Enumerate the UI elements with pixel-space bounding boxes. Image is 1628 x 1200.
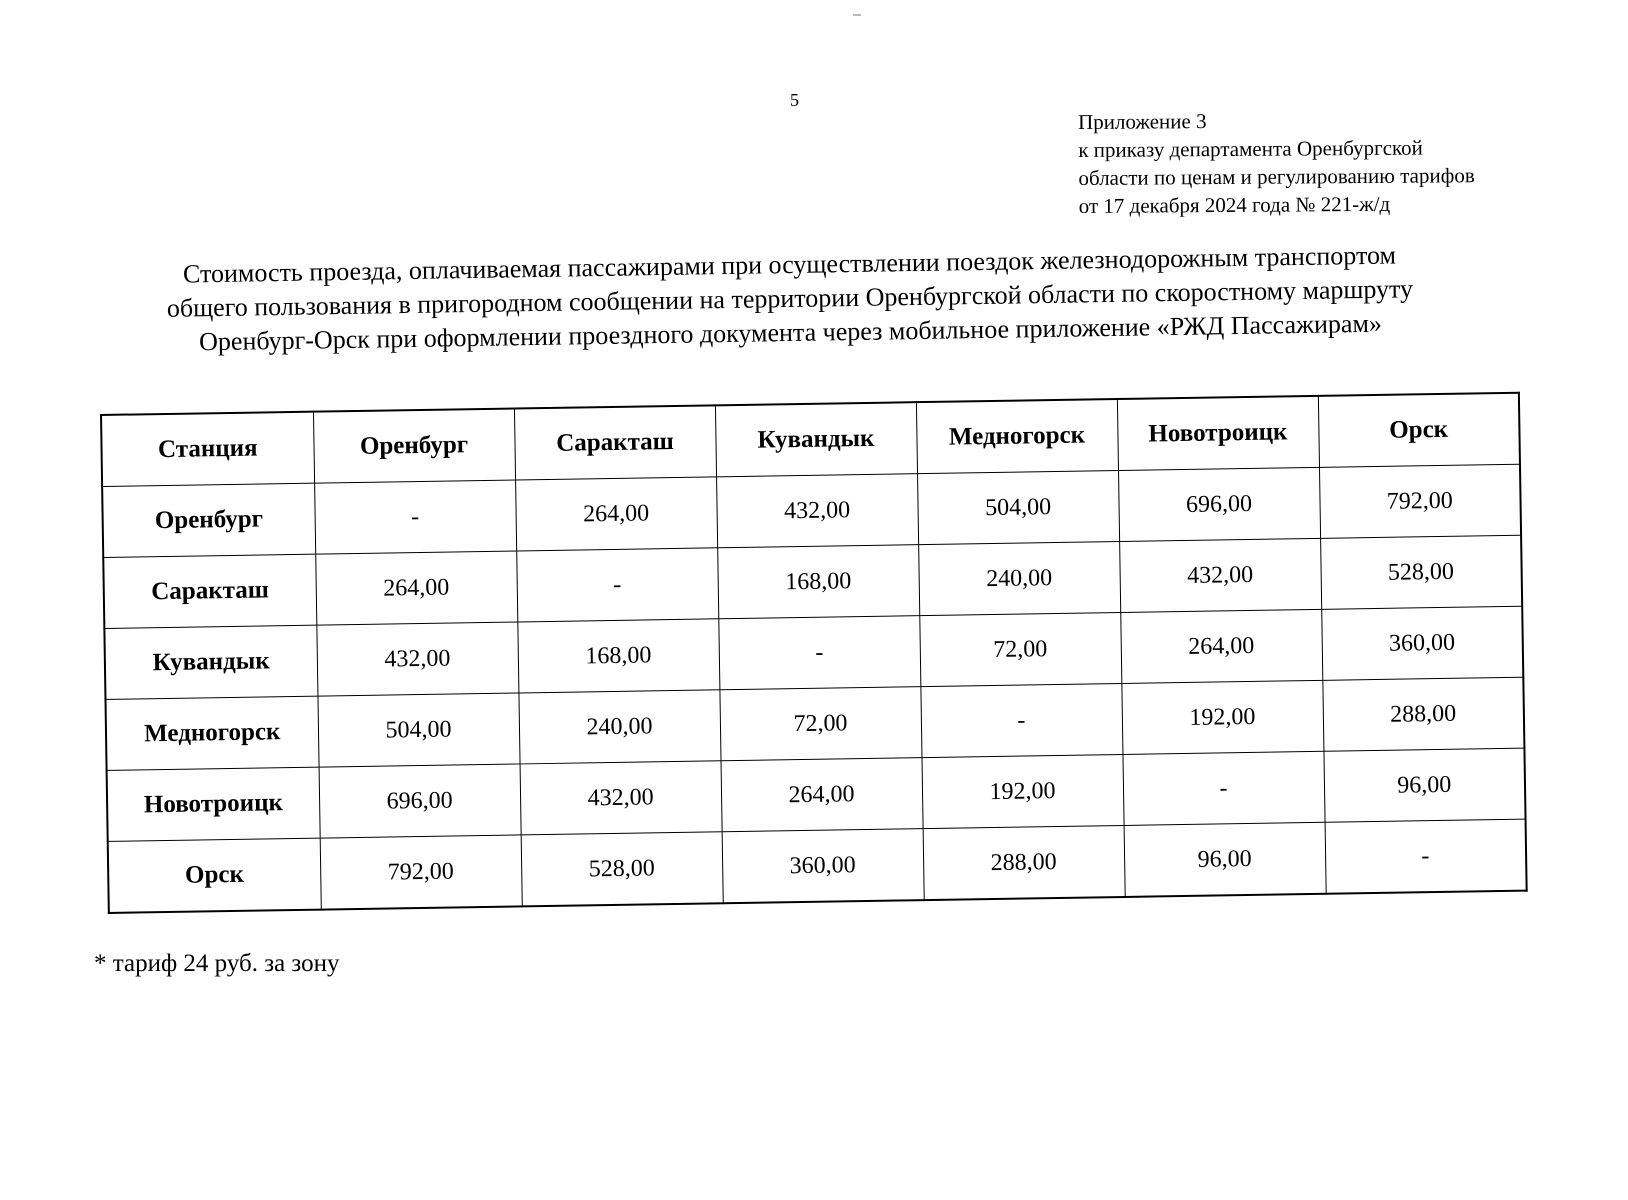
fare-cell: 432,00 — [716, 474, 918, 548]
fare-cell: 264,00 — [315, 551, 517, 625]
fare-cell: - — [718, 616, 920, 690]
fare-cell: - — [1122, 751, 1324, 825]
fare-table-container — [100, 392, 1526, 914]
fare-cell: 504,00 — [917, 471, 1119, 545]
title-line: общего пользования в пригородном сообщении на территории Оренбургской области по скоростному маршруту — [166, 274, 1414, 323]
row-header: Орск — [108, 838, 321, 913]
column-header: Кувандык — [715, 402, 917, 477]
fare-cell: 696,00 — [1118, 467, 1320, 541]
appendix-line: от 17 декабря 2024 года № 221-ж/д — [1078, 191, 1391, 218]
fare-cell: 240,00 — [918, 542, 1120, 616]
fare-cell: 528,00 — [521, 832, 723, 907]
column-header: Орск — [1318, 393, 1520, 468]
fare-cell: 432,00 — [520, 761, 722, 835]
fare-cell: 96,00 — [1323, 748, 1525, 822]
column-header: Саракташ — [514, 405, 716, 480]
column-header: Оренбург — [313, 408, 515, 483]
fare-cell: - — [516, 548, 718, 622]
fare-cell: 192,00 — [921, 754, 1123, 828]
title-line: Оренбург-Орск при оформлении проездного документа через мобильное приложение «РЖД Пассажирам» — [198, 308, 1383, 357]
fare-cell: - — [1325, 819, 1527, 894]
fare-cell: 696,00 — [319, 764, 521, 838]
scan-artifact — [853, 14, 861, 16]
fare-cell: 792,00 — [1319, 464, 1521, 538]
tariff-footnote: * тариф 24 руб. за зону — [94, 950, 340, 977]
fare-cell: 432,00 — [1119, 538, 1321, 612]
appendix-line: к приказу департамента Оренбургской — [1078, 135, 1423, 162]
appendix-header — [1078, 105, 1475, 220]
fare-cell: 264,00 — [1120, 609, 1322, 683]
fare-cell: 432,00 — [316, 622, 518, 696]
fare-cell: 288,00 — [923, 825, 1125, 900]
column-header: Медногорск — [916, 399, 1118, 474]
appendix-line: Приложение 3 — [1078, 109, 1207, 134]
appendix-line: области по ценам и регулированию тарифов — [1078, 163, 1475, 190]
document-title — [109, 237, 1470, 360]
fare-cell: 360,00 — [1321, 606, 1523, 680]
row-header: Саракташ — [103, 554, 316, 628]
row-header: Оренбург — [102, 483, 315, 557]
column-header-station: Станция — [101, 412, 314, 487]
fare-cell: 240,00 — [518, 690, 720, 764]
column-header: Новотроицк — [1117, 396, 1319, 471]
fare-cell: 192,00 — [1121, 680, 1323, 754]
fare-cell: 72,00 — [919, 612, 1121, 686]
row-header: Кувандык — [104, 625, 317, 699]
fare-cell: - — [314, 480, 516, 554]
fare-cell: 96,00 — [1124, 822, 1326, 897]
fare-cell: 168,00 — [717, 545, 919, 619]
row-header: Медногорск — [105, 696, 318, 770]
fare-cell: 792,00 — [320, 835, 522, 910]
fare-cell: 360,00 — [722, 829, 924, 904]
fare-cell: 528,00 — [1320, 535, 1522, 609]
fare-cell: 288,00 — [1322, 677, 1524, 751]
row-header: Новотроицк — [107, 767, 320, 841]
fare-table — [100, 392, 1528, 914]
fare-cell: 168,00 — [517, 619, 719, 693]
fare-cell: - — [920, 683, 1122, 757]
fare-cell: 504,00 — [317, 693, 519, 767]
fare-cell: 264,00 — [721, 758, 923, 832]
fare-cell: 264,00 — [515, 477, 717, 551]
page-number: 5 — [790, 90, 799, 110]
title-line: Стоимость проезда, оплачиваемая пассажирами при осуществлении поездок железнодорожным транспортом — [182, 240, 1397, 289]
fare-cell: 72,00 — [719, 687, 921, 761]
